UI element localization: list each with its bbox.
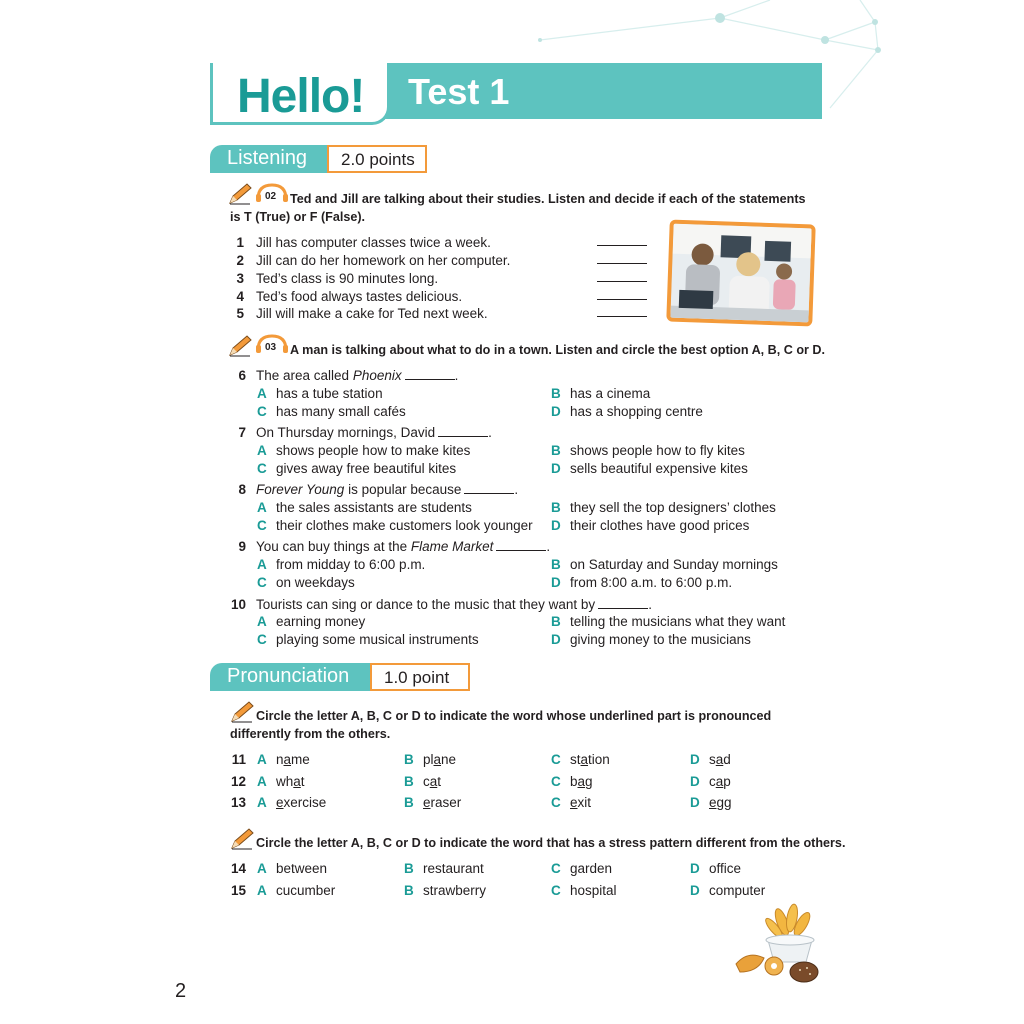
option-letter[interactable]: C: [257, 575, 267, 590]
option-text[interactable]: their clothes make customers look younger: [276, 518, 533, 533]
listening-section-header: [210, 145, 430, 173]
question-number: 6: [238, 368, 246, 383]
option-text[interactable]: earning money: [276, 614, 366, 629]
pronunciation-instruction-1: Circle the letter A, B, C or D to indicate the word whose underlined part is pronounced differently from the others.: [230, 709, 772, 741]
option-text[interactable]: playing some musical instruments: [276, 632, 479, 647]
section-title: Listening: [210, 145, 327, 173]
answer-blank[interactable]: [598, 608, 648, 609]
option-text[interactable]: has a shopping centre: [570, 404, 703, 419]
question-stem: You can buy things at the Flame Market .: [256, 539, 551, 554]
item-number: 2: [236, 253, 244, 268]
question-number: 12: [230, 774, 246, 789]
option-letter[interactable]: A: [257, 861, 267, 876]
question-stem: On Thursday mornings, David .: [256, 425, 492, 440]
page-number: 2: [175, 980, 187, 1002]
option-text[interactable]: on weekdays: [276, 575, 355, 590]
option-letter[interactable]: B: [551, 500, 561, 515]
option-letter[interactable]: C: [257, 632, 267, 647]
option-word[interactable]: garden: [570, 861, 613, 876]
answer-blank[interactable]: [405, 379, 455, 380]
listening-instruction-1: Ted and Jill are talking about their studies. Listen and decide if each of the statements is T (True) or F (False).: [230, 192, 806, 224]
option-letter[interactable]: A: [257, 795, 267, 810]
item-text: Jill has computer classes twice a week.: [256, 235, 491, 250]
option-word[interactable]: cap: [709, 774, 731, 789]
option-letter[interactable]: A: [257, 443, 267, 458]
option-text[interactable]: sells beautiful expensive kites: [570, 461, 748, 476]
option-letter[interactable]: A: [257, 614, 267, 629]
pronunciation-instruction-2: Circle the letter A, B, C or D to indicate the word that has a stress pattern different from the others.: [256, 836, 846, 850]
option-word[interactable]: hospital: [570, 883, 617, 898]
item-text: Ted’s class is 90 minutes long.: [256, 271, 439, 286]
option-word[interactable]: egg: [709, 795, 732, 810]
option-letter[interactable]: D: [551, 404, 561, 419]
track-number: 02: [265, 191, 277, 202]
pencil-icon: [228, 335, 252, 357]
option-letter[interactable]: D: [690, 861, 700, 876]
option-letter[interactable]: B: [551, 443, 561, 458]
option-word[interactable]: cucumber: [276, 883, 336, 898]
option-word[interactable]: cat: [423, 774, 442, 789]
section-title: Pronunciation: [210, 663, 370, 691]
pronunciation-section-header: [210, 663, 472, 691]
answer-blank[interactable]: [438, 436, 488, 437]
item-text: Jill can do her homework on her computer.: [256, 253, 511, 268]
option-text[interactable]: has a tube station: [276, 386, 383, 401]
question-number: 9: [238, 539, 246, 554]
option-word[interactable]: exercise: [276, 795, 327, 810]
option-letter[interactable]: D: [690, 883, 700, 898]
option-word[interactable]: office: [709, 861, 742, 876]
option-word[interactable]: bag: [570, 774, 593, 789]
answer-blank[interactable]: [597, 299, 647, 300]
answer-blank[interactable]: [597, 245, 647, 246]
option-word[interactable]: strawberry: [423, 883, 487, 898]
option-text[interactable]: on Saturday and Sunday mornings: [570, 557, 778, 572]
option-word[interactable]: station: [570, 752, 610, 767]
option-letter[interactable]: A: [257, 557, 267, 572]
option-word[interactable]: sad: [709, 752, 731, 767]
option-text[interactable]: shows people how to make kites: [276, 443, 471, 458]
item-text: Jill will make a cake for Ted next week.: [256, 306, 488, 321]
hello-title: Hello!: [237, 70, 365, 123]
answer-blank[interactable]: [464, 493, 514, 494]
item-number: 3: [236, 271, 244, 286]
section-points: 2.0 points: [327, 145, 427, 173]
option-word[interactable]: computer: [709, 883, 766, 898]
option-word[interactable]: plane: [423, 752, 457, 767]
option-letter[interactable]: B: [551, 557, 561, 572]
section-points: 1.0 point: [370, 663, 470, 691]
option-letter[interactable]: B: [404, 774, 414, 789]
option-letter[interactable]: A: [257, 752, 267, 767]
option-letter[interactable]: C: [257, 518, 267, 533]
option-letter[interactable]: D: [551, 518, 561, 533]
item-text: Ted’s food always tastes delicious.: [256, 289, 463, 304]
option-letter[interactable]: C: [257, 404, 267, 419]
option-letter[interactable]: B: [404, 861, 414, 876]
option-text[interactable]: has a cinema: [570, 386, 651, 401]
option-letter[interactable]: D: [551, 632, 561, 647]
item-number: 4: [236, 289, 244, 304]
option-letter[interactable]: B: [404, 883, 414, 898]
option-word[interactable]: between: [276, 861, 328, 876]
option-letter[interactable]: A: [257, 774, 267, 789]
question-number: 10: [230, 597, 246, 612]
answer-blank[interactable]: [496, 550, 546, 551]
question-number: 11: [231, 752, 246, 767]
listening-instruction-2: A man is talking about what to do in a town. Listen and circle the best option A, B, C or D.: [290, 343, 826, 357]
option-letter[interactable]: C: [551, 752, 561, 767]
option-text[interactable]: from midday to 6:00 p.m.: [276, 557, 426, 572]
option-text[interactable]: shows people how to fly kites: [570, 443, 745, 458]
option-text[interactable]: has many small cafés: [276, 404, 406, 419]
option-letter[interactable]: D: [551, 461, 561, 476]
classroom-photo: [666, 219, 815, 326]
option-word[interactable]: exit: [570, 795, 592, 810]
question-number: 8: [238, 482, 246, 497]
option-text[interactable]: their clothes have good prices: [570, 518, 750, 533]
option-letter[interactable]: C: [551, 774, 561, 789]
option-text[interactable]: the sales assistants are students: [276, 500, 472, 515]
question-number: 13: [230, 795, 246, 810]
option-letter[interactable]: C: [551, 861, 561, 876]
hello-box: [210, 63, 390, 125]
pencil-icon: [230, 828, 254, 850]
option-letter[interactable]: C: [257, 461, 267, 476]
option-word[interactable]: restaurant: [423, 861, 484, 876]
question-stem: The area called Phoenix .: [256, 368, 459, 383]
question-stem: Forever Young is popular because .: [256, 482, 519, 497]
option-letter[interactable]: A: [257, 883, 267, 898]
option-letter[interactable]: A: [257, 500, 267, 515]
option-text[interactable]: from 8:00 a.m. to 6:00 p.m.: [570, 575, 733, 590]
option-letter[interactable]: C: [551, 883, 561, 898]
option-letter[interactable]: B: [404, 752, 414, 767]
test-header: [210, 63, 822, 127]
option-letter[interactable]: B: [404, 795, 414, 810]
option-text[interactable]: gives away free beautiful kites: [276, 461, 457, 476]
option-letter[interactable]: B: [551, 614, 561, 629]
question-stem: Tourists can sing or dance to the music that they want by .: [256, 597, 652, 612]
option-text[interactable]: they sell the top designers’ clothes: [570, 500, 776, 515]
answer-blank[interactable]: [597, 316, 647, 317]
bread-illustration: [730, 900, 825, 985]
option-text[interactable]: telling the musicians what they want: [570, 614, 786, 629]
option-word[interactable]: name: [276, 752, 310, 767]
option-letter[interactable]: D: [690, 752, 700, 767]
track-number: 03: [265, 342, 277, 353]
option-letter[interactable]: A: [257, 386, 267, 401]
item-number: 5: [236, 306, 244, 321]
option-word[interactable]: what: [276, 774, 305, 789]
question-number: 15: [230, 883, 246, 898]
test-title: Test 1: [408, 71, 510, 112]
option-letter[interactable]: D: [690, 795, 700, 810]
option-word[interactable]: eraser: [423, 795, 462, 810]
answer-blank[interactable]: [597, 263, 647, 264]
answer-blank[interactable]: [597, 281, 647, 282]
question-number: 7: [238, 425, 246, 440]
option-text[interactable]: giving money to the musicians: [570, 632, 751, 647]
option-letter[interactable]: C: [551, 795, 561, 810]
option-letter[interactable]: D: [690, 774, 700, 789]
question-number: 14: [230, 861, 246, 876]
option-letter[interactable]: B: [551, 386, 561, 401]
option-letter[interactable]: D: [551, 575, 561, 590]
item-number: 1: [236, 235, 244, 250]
